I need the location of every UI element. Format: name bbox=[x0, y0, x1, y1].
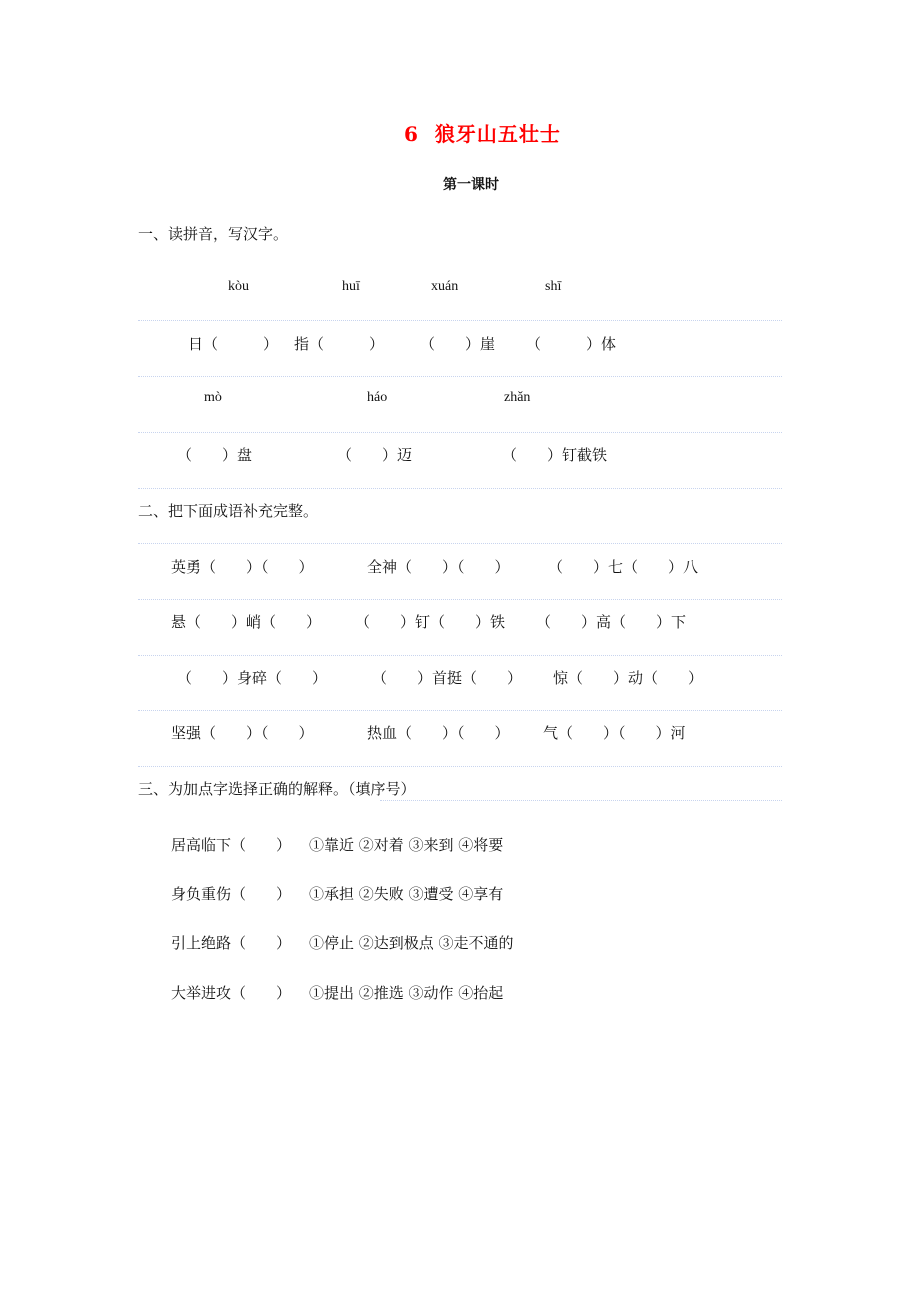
dotted-rule bbox=[138, 376, 782, 377]
definition-options: ①停止 ②达到极点 ③走不通的 bbox=[309, 934, 514, 952]
dotted-rule bbox=[138, 766, 782, 767]
dotted-rule bbox=[380, 800, 782, 801]
pinyin-xuan: xuán bbox=[431, 279, 459, 294]
idiom-blank[interactable]: 英勇（ ）（ ） bbox=[171, 558, 314, 576]
dotted-rule bbox=[138, 655, 782, 656]
idiom-blank[interactable]: （ ）钉（ ）铁 bbox=[355, 613, 506, 631]
idiom-blank[interactable]: 气（ ）（ ）河 bbox=[543, 724, 686, 742]
idiom-blank[interactable]: 热血（ ）（ ） bbox=[367, 724, 510, 742]
dotted-rule bbox=[138, 488, 782, 489]
pinyin-mo: mò bbox=[204, 390, 222, 405]
definition-blank[interactable]: 身负重伤（ ） bbox=[171, 885, 292, 903]
pinyin-hao: háo bbox=[367, 390, 388, 405]
definition-options: ①承担 ②失败 ③遭受 ④享有 bbox=[309, 885, 504, 903]
pinyin-kou: kòu bbox=[228, 279, 249, 294]
section1-heading: 一、读拼音，写汉字。 bbox=[138, 225, 289, 243]
idiom-blank[interactable]: （ ）身碎（ ） bbox=[177, 669, 328, 687]
definition-options: ①提出 ②推选 ③动作 ④抬起 bbox=[309, 984, 504, 1002]
section2-heading: 二、把下面成语补充完整。 bbox=[138, 502, 319, 520]
definition-blank[interactable]: 引上绝路（ ） bbox=[171, 934, 292, 952]
idiom-blank[interactable]: 惊（ ）动（ ） bbox=[553, 669, 704, 687]
fill-blank-dingjietie[interactable]: （ ）钉截铁 bbox=[502, 446, 608, 464]
pinyin-shi: shī bbox=[545, 279, 562, 294]
dotted-rule bbox=[138, 543, 782, 544]
dotted-rule bbox=[138, 432, 782, 433]
fill-blank-pan[interactable]: （ ）盘 bbox=[177, 446, 253, 464]
pinyin-hui: huī bbox=[342, 279, 360, 294]
section3-heading: 三、为加点字选择正确的解释。（填序号） bbox=[138, 780, 416, 798]
pinyin-zhan: zhǎn bbox=[504, 390, 531, 405]
definition-blank[interactable]: 大举进攻（ ） bbox=[171, 984, 292, 1002]
idiom-blank[interactable]: 坚强（ ）（ ） bbox=[171, 724, 314, 742]
idiom-blank[interactable]: 悬（ ）峭（ ） bbox=[171, 613, 322, 631]
lesson-subtitle: 第一课时 bbox=[443, 177, 499, 193]
idiom-blank[interactable]: （ ）七（ ）八 bbox=[548, 558, 699, 576]
dotted-rule bbox=[138, 320, 782, 321]
fill-blank-ti[interactable]: （ ）体 bbox=[526, 335, 617, 353]
fill-blank-ri[interactable]: 日（ ） bbox=[188, 335, 279, 353]
idiom-blank[interactable]: （ ）首挺（ ） bbox=[372, 669, 523, 687]
definition-options: ①靠近 ②对着 ③来到 ④将要 bbox=[309, 836, 504, 854]
idiom-blank[interactable]: （ ）高（ ）下 bbox=[536, 613, 687, 631]
page-title: 6 狼牙山五壮士 bbox=[404, 122, 561, 146]
definition-blank[interactable]: 居高临下（ ） bbox=[171, 836, 292, 854]
idiom-blank[interactable]: 全神（ ）（ ） bbox=[367, 558, 510, 576]
fill-blank-mai[interactable]: （ ）迈 bbox=[337, 446, 413, 464]
fill-blank-zhi[interactable]: 指（ ） bbox=[294, 335, 385, 353]
dotted-rule bbox=[138, 599, 782, 600]
dotted-rule bbox=[138, 710, 782, 711]
fill-blank-ya[interactable]: （ ）崖 bbox=[420, 335, 496, 353]
